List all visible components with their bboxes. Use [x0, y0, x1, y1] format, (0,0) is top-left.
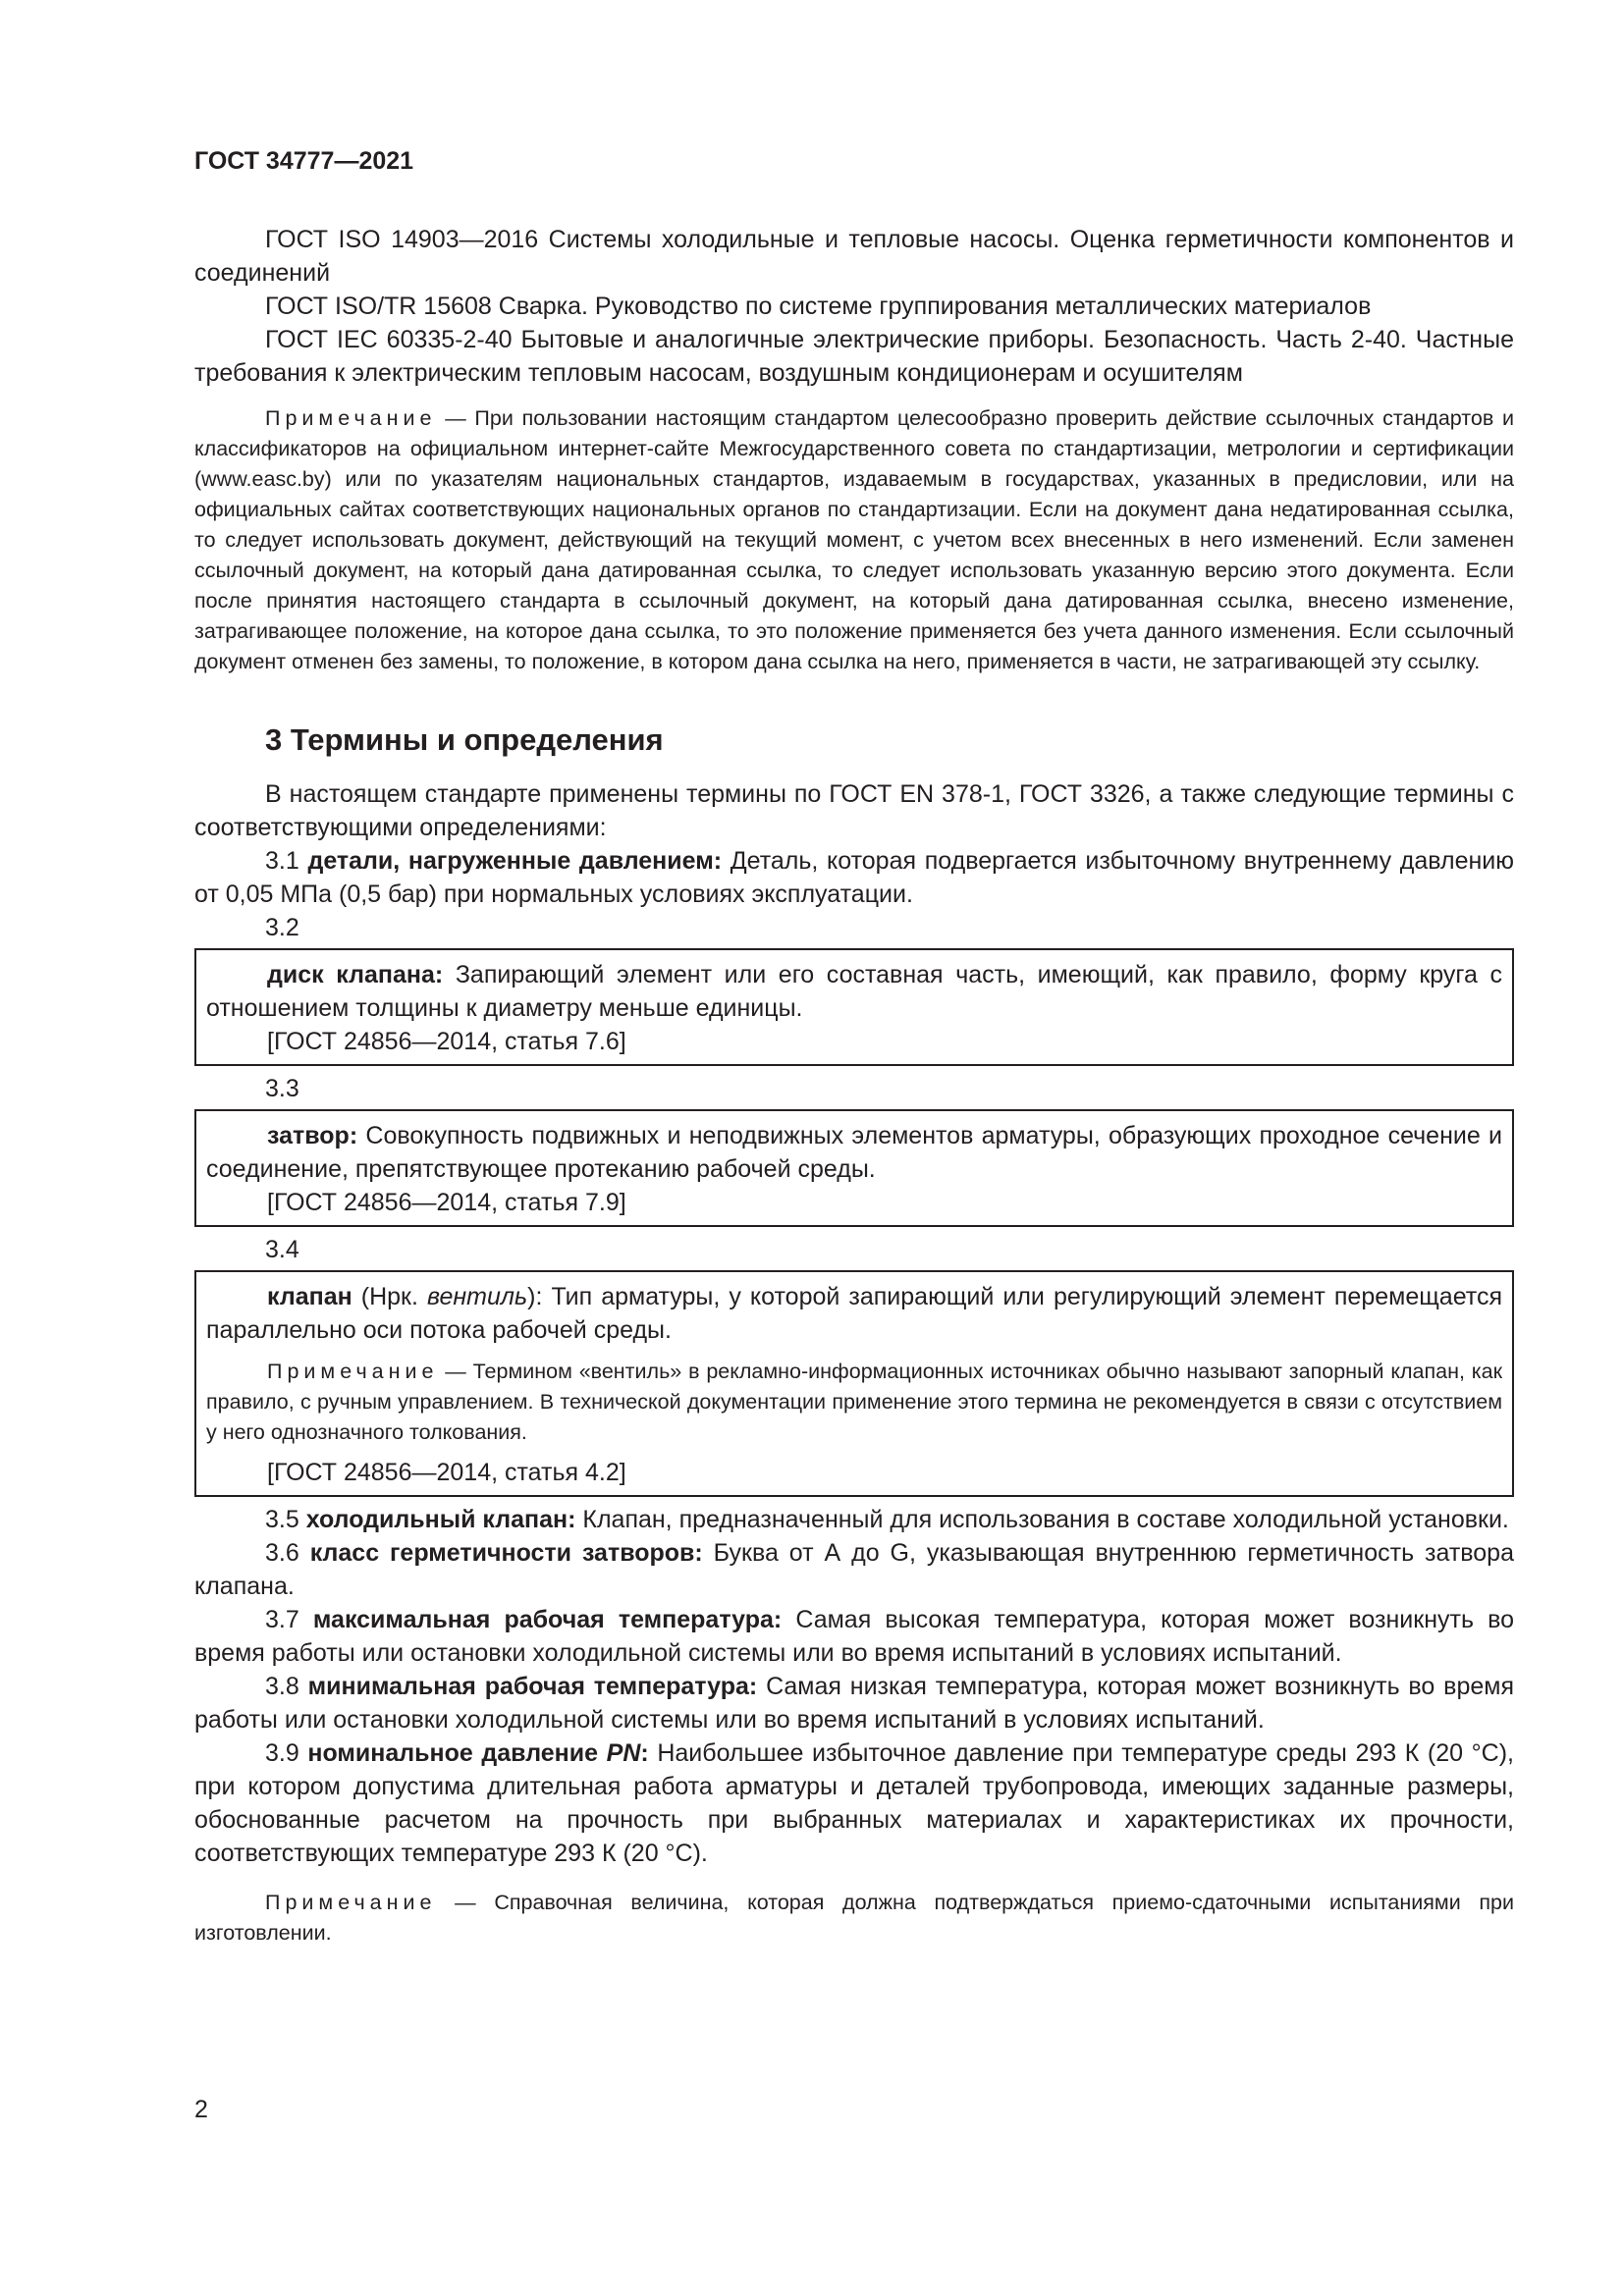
term-definition: Буква от А до G, указывающая внутреннюю герметичность затвора клапана.	[194, 1539, 1514, 1600]
term-definition: Запирающий элемент или его составная часть, имеющий, как правило, форму круга с отношением толщины к диаметру меньше единицы.	[206, 961, 1502, 1022]
term-3-4	[206, 1280, 1502, 1347]
note-references	[194, 403, 1514, 677]
term-box-3-2	[194, 948, 1514, 1066]
term-number-3-4: 3.4	[265, 1236, 299, 1263]
term-definition: Деталь, которая подвергается избыточному внутреннему давлению от 0,05 МПа (0,5 бар) при нормальных условиях эксплуатации.	[194, 847, 1514, 908]
note-text: — При пользовании настоящим стандартом целесообразно проверить действие ссылочных стандартов и классификаторов на официальном интернет-сайте Межгосударственного совета по стандартизации, метрологии и сертификации (www.easc.by) или по указателям национальных стандартов, издаваемым в государствах, указанных в предисловии, или на официальных сайтах соответствующих национальных органов по стандартизации. Если на документ дана недатированная ссылка, то следует использовать документ, действующий на текущий момент, с учетом всех внесенных в него изменений. Если заменен ссылочный документ, на который дана датированная ссылка, то следует использовать указанную версию этого документа. Если после принятия настоящего стандарта в ссылочный документ, на который дана датированная ссылка, внесено изменение, затрагивающее положение, на которое дана ссылка, то это положение применяется без учета данного изменения. Если ссылочный документ отменен без замены, то положение, в котором дана ссылка на него, применяется в части, не затрагивающей эту ссылку.	[194, 406, 1514, 673]
note-label: Примечание	[265, 1891, 437, 1914]
term-name: детали, нагруженные давлением:	[307, 847, 723, 875]
note-text: — Термином «вентиль» в рекламно-информационных источниках обычно называют запорный клапан, как правило, с ручным управлением. В технической документации применение этого термина не рекомендуется в связи с отсутствием у него однозначного толкования.	[206, 1360, 1502, 1444]
note-text: — Справочная величина, которая должна подтверждаться приемо-сдаточными испытаниями при изготовлении.	[194, 1891, 1514, 1945]
term-number: 3.6	[265, 1539, 299, 1567]
term-box-3-4	[194, 1270, 1514, 1497]
term-3-5	[194, 1503, 1514, 1536]
term-abbrev: PN	[606, 1739, 641, 1767]
term-source: [ГОСТ 24856—2014, статья 7.9]	[267, 1189, 626, 1216]
term-definition: Самая низкая температура, которая может возникнуть во время работы или остановки холодильной системы или во время испытаний в условиях испытаний.	[194, 1673, 1514, 1734]
term-name: затвор:	[267, 1122, 358, 1149]
term-source: [ГОСТ 24856—2014, статья 7.6]	[267, 1028, 626, 1055]
term-3-9	[194, 1736, 1514, 1870]
note-label: Примечание	[265, 406, 437, 430]
term-definition: Совокупность подвижных и неподвижных элементов арматуры, образующих проходное сечение и соединение, препятствующее протеканию рабочей среды.	[206, 1122, 1502, 1183]
ref-iec-60335: ГОСТ IEC 60335-2-40 Бытовые и аналогичные электрические приборы. Безопасность. Часть 2-40. Частные требования к электрическим тепловым насосам, воздушным кондиционерам и осушителям	[194, 326, 1514, 387]
ref-iso-14903: ГОСТ ISO 14903—2016 Системы холодильные и тепловые насосы. Оценка герметичности компонентов и соединений	[194, 226, 1514, 287]
term-number: 3.8	[265, 1673, 299, 1700]
term-definition: Самая высокая температура, которая может возникнуть во время работы или остановки холодильной системы или во время испытаний в условиях испытаний.	[194, 1606, 1515, 1667]
term-3-2	[206, 958, 1502, 1025]
term-name: минимальная рабочая температура:	[307, 1673, 758, 1700]
term-number: 3.1	[265, 847, 299, 875]
term-3-1	[194, 844, 1514, 911]
term-pre: (Нрк.	[352, 1283, 427, 1310]
term-alt: вентиль	[427, 1283, 528, 1310]
term-name: клапан	[267, 1283, 352, 1310]
term-name: класс герметичности затворов:	[309, 1539, 703, 1567]
document-page	[194, 147, 1514, 1949]
note-label: Примечание	[267, 1360, 439, 1383]
term-box-3-3	[194, 1109, 1514, 1227]
term-name: диск клапана:	[267, 961, 444, 988]
term-3-3	[206, 1119, 1502, 1186]
term-3-7	[194, 1603, 1514, 1670]
term-number-3-3: 3.3	[265, 1075, 299, 1102]
term-name: максимальная рабочая температура:	[312, 1606, 783, 1633]
term-number: 3.9	[265, 1739, 299, 1767]
term-colon: :	[640, 1739, 649, 1767]
term-name: холодильный клапан:	[305, 1506, 576, 1533]
term-number: 3.7	[265, 1606, 299, 1633]
section-title: 3 Термины и определения	[265, 722, 664, 757]
term-number-3-2: 3.2	[265, 914, 299, 941]
term-name: номинальное давление	[307, 1739, 599, 1767]
term-3-6	[194, 1536, 1514, 1603]
term-note	[206, 1357, 1502, 1448]
note-end	[194, 1888, 1514, 1949]
term-source: [ГОСТ 24856—2014, статья 4.2]	[267, 1459, 626, 1486]
terms-intro: В настоящем стандарте применены термины по ГОСТ EN 378-1, ГОСТ 3326, а также следующие термины с соответствующими определениями:	[194, 780, 1514, 841]
ref-iso-tr-15608: ГОСТ ISO/TR 15608 Сварка. Руководство по системе группирования металлических материалов	[265, 293, 1372, 320]
term-definition: Клапан, предназначенный для использования в составе холодильной установки.	[575, 1506, 1509, 1533]
term-definition: Наибольшее избыточное давление при температуре среды 293 К (20 °С), при котором допустима длительная работа арматуры и деталей трубопровода, имеющих заданные размеры, обоснованные расчетом на прочность при выбранных материалах и характеристиках их прочности, соответствующих температуре 293 К (20 °С).	[194, 1739, 1514, 1867]
term-definition: ): Тип арматуры, у которой запирающий или регулирующий элемент перемещается параллельно оси потока рабочей среды.	[206, 1283, 1502, 1344]
document-header: ГОСТ 34777—2021	[194, 147, 414, 175]
term-3-8	[194, 1670, 1514, 1736]
page-number: 2	[194, 2096, 208, 2123]
term-number: 3.5	[265, 1506, 299, 1533]
